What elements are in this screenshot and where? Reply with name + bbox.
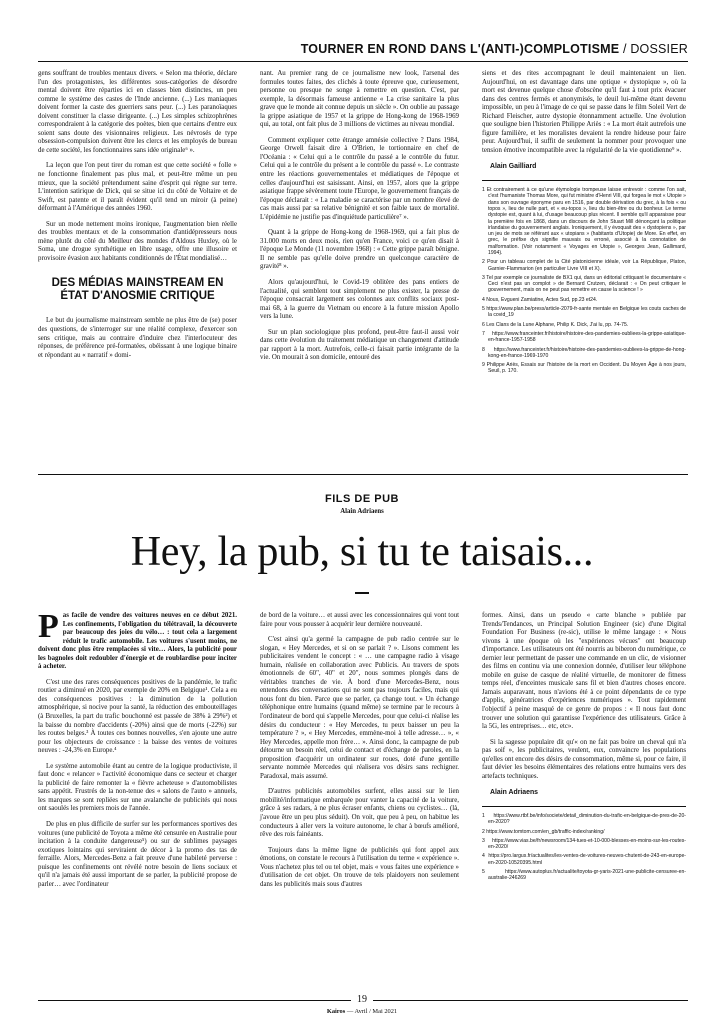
footnote: 9 Philippe Ariès, Essais sur l'histoire de la mort en Occident. Du Moyen Âge à nos jours, Seuil, p. 170. [482, 362, 686, 375]
page-number-wrap [0, 994, 724, 1005]
header-rule [38, 61, 688, 62]
lead-text: as facile de vendre des voitures neuves en ce début 2021. Les confinements, l'obligation du télétravail, la découverte par beaucoup des joies du vélo… : tout cela a largement réduit le trafic automobile. Les voitures s'usent moins, ne doivent donc plus être remplacées si vite… Alors, la publicité pour les bagnoles doit redoubler d'énergie et de roublardise pour inciter à acheter. [38, 612, 237, 671]
paragraph: Sur un plan sociologique plus profond, peut-être faut-il aussi voir dans cette évolution du traitement médiatique un changement d'attitude par rapport à la mort. Autrefois, celle-ci faisait partie intégrante de la vie. On mourait à son domicile, entouré des [260, 328, 459, 362]
paragraph: C'est une des rares conséquences positives de la pandémie, le trafic routier a diminué en 2020, par exemple de 20% en Belgique¹. Cela a eu des conséquences positives : la diminution de la pollution atmosphérique, si nocive pour la santé, la réduction des embouteillages (à Bruxelles, la part du trafic bouchonné est passée de 38% à 29%²) et la baisse du nombre d'accidents (-20%) ainsi que de morts (-22%) sur les routes belges.³ À toutes ces bonnes nouvelles, s'en ajoute une autre pour les objecteurs de croissance : la baisse des ventes de voitures neuves : -24,3% en Europe.⁴ [38, 678, 237, 755]
bottom-column-3 [482, 612, 686, 885]
paragraph: Sur un mode nettement moins ironique, l'augmentation bien réelle des troubles mentaux et de la consommation d'antidépresseurs nous mène plutôt du côté du Meilleur des mondes d'Aldous Huxley, où le Soma, une drogue synthétique en libre usage, offre une illusoire et provisoire évasion aux habitants conditionnés de l'État mondialisé… [38, 220, 237, 262]
paragraph: Le système automobile étant au centre de la logique productiviste, il faut donc « relancer » l'activité économique dans ce secteur et charger la publicité de faire remonter la « fièvre acheteuse » d'automobilistes sans appétit. Frustrés de la non-tenue des « salons de l'auto » annuels, les marques se sont repliées sur une avalanche de publicités qui nous ont saoulés les premiers mois de l'année. [38, 762, 237, 813]
top-column-3 [482, 70, 686, 378]
paragraph: Toujours dans la même ligne de publicités qui font appel aux émotions, on constate le recours à l'utilisation du terme « expérience ». Vous n'achetez plus tel ou tel objet, mais « vous faites une expérience » d'utilisation de cet objet. On trouve de tels plaidoyers non seulement dans les publicités mais sous d'autres [260, 846, 459, 888]
header-section: TOURNER EN ROND DANS L'(ANTI-)COMPLOTISME [300, 42, 620, 56]
paragraph: La leçon que l'on peut tirer du roman est que cette société « folle » ne fonctionne finalement pas plus mal, et peut-être même un peu mieux, que la société prétendument saine d'esprit qui règne sur terre. L'intention satirique de Dick, qui se situe ici du côté de Voltaire et de Swift, est patente et il paraît évident qu'il tend un miroir (à peine) déformant à l'Amérique des années 1960. [38, 162, 237, 213]
footnote: 2 https://www.tomtom.com/en_gb/traffic-index/ranking/ [482, 828, 605, 835]
paragraph: D'autres publicités automobiles surfent, elles aussi sur le lien mobilité/informatique embarquée pour vanter la capacité de la voiture, grâce à ses radars, à ne plus écraser enfants, chiens ou cyclistes… (là, j'avoue être un peu plus séduit). On voit, que peu à peu, on habitue les conducteurs à aller vers la voiture autonome, le char à bœufs amélioré, rêve des rois fainéants. [260, 788, 459, 839]
article-title: Hey, la pub, si tu te taisais... [130, 529, 594, 575]
title-rule [355, 592, 369, 594]
running-header [38, 42, 688, 62]
paragraph: gens souffrant de troubles mentaux divers. « Selon ma théorie, déclare l'un des protagonistes, les différentes sous-catégories de désordre mental doivent être réparties ici en classes bien distinctes, un peu comme le système des castes de l'Inde ancienne. (...) Les maniaques doivent former la caste des guerriers sans peur. (...) Les paranoïaques doivent constituer la classe dirigeante. (...) Les simples schizophrènes correspondraient à la catégorie des poètes, bien que certains d'entre eux soient sans doute des visionnaires religieux. Les névrosés de type obsession-compulsion doivent être les clercs et les employés de bureau de cette société, les fonctionnaires sans idée originale⁶ ». [38, 70, 237, 154]
issue-date: — Avril / Mai 2021 [345, 1008, 398, 1015]
lead-paragraph [38, 608, 237, 672]
footnote: 7 https://www.franceinter.fr/histoire/histoire-des-pandemies-oubliees-la-grippe-asiatique-en-france-1957-1958 [482, 330, 686, 344]
paragraph: formes. Ainsi, dans un pseudo « carte blanche » publiée par Trends/Tendances, un Principal Solution Engineer (sic) d'une Digital Foundation For Business (re-sic), utilise le même langage : « Nous vivons à une époque où les "expériences vécues" ont beaucoup d'importance. Les utilisateurs ont été nourris au biberon du numérique, ce dernier leur permettant de passer une commande en un clic, de visionner des films en continu via une connexion donnée, d'utiliser leur téléphone mobile en guise de casque de réalité virtuelle, de monitorer de fitness temps réel, d'enceintes musicale sans fil et bien d'autres choses encore. Jamais auparavant, nous n'avions été à ce point dépendants de ce type d'applis, génératrices d'expériences numériques ». Tout rapidement l'objectif à peine masqué de ce genre de propos : « Il nous faut donc trouver une solution qui garantisse l'expérience des utilisateurs. Grâce à la 5G, les entreprises… etc, etc». [482, 612, 686, 731]
footnotes-rule [482, 180, 686, 181]
drop-cap: P [38, 608, 59, 645]
top-column-1 [38, 70, 237, 367]
paragraph: Si la sagesse populaire dit qu'« on ne fait pas boire un cheval qui n'a pas soif », les publicitaires, veulent, eux, convaincre les populations qu'elles ont encore des désirs de consommation, même si, pour ce faire, il faut dévier les besoins élémentaires des relations entre humains vers des artefacts techniques. [482, 738, 686, 780]
paragraph: nant. Au premier rang de ce journalisme new look, l'arsenal des formules toutes faites, des clichés à toute épreuve que, curieusement, personne ou presque ne songe à remettre en question. C'est, par exemple, la désormais fameuse antienne « La crise sanitaire la plus grave que le monde ait connue depuis un siècle ». On oublie au passage la grippe asiatique de 1957 et la grippe de Hong-kong de 1968-1969 qui, au total, ont fait plus de 3 millions de victimes au niveau mondial. [260, 70, 459, 129]
footnotes [482, 813, 686, 882]
author-signature: Alain Adriaens [490, 789, 538, 797]
footnote: 3 Tel par exemple ce journaliste de BX1 qui, dans un éditorial critiquant le documentaire « Ceci n'est pas un complot » de Bernard Crutzen, déclarait : « On peut critiquer le gouvernement, mais on ne peut pas remettre en cause la science ! » [482, 274, 686, 294]
paragraph: De plus en plus difficile de surfer sur les performances sportives des voitures (une publicité de Toyota a même été censurée en Australie pour incitation à la conduite dangereuse⁵) ou sur de sublimes paysages exotiques lointains qui serviraient de décor à la promo des tas de ferraille. Alors, Mercedes-Benz a fait preuve d'une habileté perverse : puisque les confinements ont révélé notre besoin de liens sociaux et qu'il n'a jamais été aussi important de se parler, la publicité propose de parler… avec l'ordinateur [38, 821, 237, 888]
footnote: 1 Et contrairement à ce qu'une étymologie trompeuse laisse entrevoir : comme l'on sait, c'est l'humaniste Thomas More, qui fut ministre d'Henri VIII, qui forgea le mot « Utopie » dans son ouvrage éponyme paru en 1516, par double dérivation du grec, à la fois « ou topos », lieu de nulle part, et « eu-topos », lieu du bien-être ou du bonheur. Le terme dystopie est, quant à lui, d'usage beaucoup plus récent. Il semble qu'il apparaisse pour la première fois en 1868, dans un discours de John Stuart Mill dénonçant la politique irlandaise du gouvernement anglais. Ironiquement, il y évoquait des « dystopiens », par un jeu de mots se référant aux « utopians » (habitants d'Utopie) de More. En effet, en grec, le préfixe dys signifie mauvais ou erroné, associé à la connotation de malformation. (Voir notamment « Voyages en Utopie », Georges Jean, Gallimard, 1994). [482, 187, 686, 256]
page-number: 19 [351, 994, 373, 1005]
footnote: 8 https://www.franceinter.fr/histoire/histoire-des-pandemies-oubliees-la-grippe-de-hong-kong-en-france-1969-1970 [482, 346, 686, 359]
paragraph: siens et des rites accompagnant le deuil maintenaient un lien. Aujourd'hui, on est davantage dans une optique « dystopique », où la mort est devenue quelque chose d'obscène qu'il faut à tout prix évacuer dans des centres fermés et anonymisés, le deuil lui-même étant devenu impossible, un peu à l'image de ce qui se passe dans le film Soleil Vert de Richard Fleischer, autre dystopie étonnamment actuelle. Une évolution que souligne bien l'historien Philippe Ariès : « La mort était autrefois une figure familière, et les moralistes devaient la rendre hideuse pour faire peur. Aujourd'hui, il suffit de seulement la nommer pour provoquer une tension émotive incompatible avec la régularité de la vie quotidienne⁹ ». [482, 70, 686, 154]
footer-credit [0, 1008, 724, 1015]
footnotes-rule [482, 806, 686, 807]
article-byline: Alain Adriaens [340, 508, 384, 515]
header-rubric: DOSSIER [630, 42, 688, 56]
bottom-column-2 [260, 612, 459, 896]
footnote: 4 https://pro.largus.fr/actualites/les-ventes-de-voitures-neuves-chutent-de-243-en-europe-en-2020-10520395.html [482, 853, 686, 866]
footnote: 5 https://www.plan.be/press/article-2079-fr-sante mentale en Belgique les couts caches de la covid_19 [482, 306, 686, 319]
footnote: 3 https://www.vias.be/fr/newsroom/134-tues-et-10-000-blesses-en-moins-sur-les-routes-en-2020/ [482, 837, 686, 851]
footnote: 2 Pour un tableau complet de la Cité platonicienne idéale, voir La République, Platon, Garnier-Flammarion (en particulier Livre VIII et X). [482, 259, 686, 272]
paragraph: Quant à la grippe de Hong-kong de 1968-1969, qui a fait plus de 31.000 morts en deux mois, rien qu'en France, voici ce qu'en disait à l'époque Le Monde (11 novembre 1968) : « Cette grippe paraît bénigne. Il ne semble pas qu'elle doive prendre un quelconque caractère de gravité⁸ ». [260, 229, 459, 271]
section-subheading: DES MÉDIAS MAINSTREAM EN ÉTAT D'ANOSMIE CRITIQUE [51, 277, 224, 303]
header-separator: / [622, 42, 627, 56]
article-rubric: FILS DE PUB [325, 493, 399, 505]
article-separator [38, 474, 688, 475]
footnote: 6 Les Clans de la Lune Alphane, Philip K. Dick, J'ai lu, pp. 74-75. [482, 321, 629, 328]
footnote: 5 https://www.autoplus.fr/actualite/toyota-gr-yaris-2021-une-publicite-censuree-en-australie-246269 [482, 869, 686, 882]
bottom-column-1 [38, 608, 237, 896]
paragraph: Alors qu'aujourd'hui, le Covid-19 oblitère des pans entiers de l'actualité, qui semblent tout simplement ne plus exister, la presse de l'époque consacrait largement ses colonnes aux conflits sociaux post-mai 68, à la guerre du Vietnam ou encore à la future mission Apollo vers la lune. [260, 279, 459, 321]
paragraph: Comment expliquer cette étrange amnésie collective ? Dans 1984, George Orwell faisait dire à O'Brien, le tortionnaire en chef de l'Océania : « Celui qui a le contrôle du passé a le contrôle du futur. Celui qui a le contrôle du présent a le contrôle du passé ». Le contraste entre les réactions gouvernementales et médiatiques de l'époque et celles d'aujourd'hui est saisissant. Ainsi, en 1957, alors que la grippe asiatique frappe sévèrement toute l'Europe, le gouvernement français de l'époque déclarait : « La maladie se caractérise par un nombre élevé de cas mais aussi par sa relative bénignité et son faible taux de mortalité. L'épidémie ne justifie pas d'inquiétude particulière⁷ ». [260, 136, 459, 221]
paragraph: de bord de la voiture… et aussi avec les concessionnaires qui vont tout faire pour vous pousser à acquérir leur dernière nouveauté. [260, 612, 459, 628]
footnote: 1 https://www.rtbf.be/info/societe/detail_diminution-du-trafic-en-belgique-de-pres-de-20-en-2020? [482, 812, 686, 826]
top-column-2 [260, 70, 459, 370]
footnote: 4 Nous, Evgueni Zamiatine, Actes Sud, pp.23 et24. [482, 296, 598, 303]
footnotes [482, 187, 686, 375]
paragraph: C'est ainsi qu'a germé la campagne de pub radio centrée sur le slogan, « Hey Mercedes, et si on se parlait ? ». Lisons comment les publicitaires vendent le concept : « … une campagne radio à visage humain, réalisée en collaboration avec Publicis. Au travers de spots émotionnels de 60", 40" et 20", nous sommes plongés dans de véritables tranches de vie. À bord d'une Mercedes-Benz, nous entendons des conversations qui ne sont pas toujours faciles, mais qui nous font du bien. Parce que se parler, ça change tout. » Un échange téléphonique entre humains (quand même) se termine par le recours à l'ordinateur de bord qui s'appelle Mercedes, pour que celui-ci réalise les désirs du conducteur : « Hey Mercedes, tu peux baisser un peu la température ? », « Hey Mercedes, emmène-moi à telle adresse… », « Hey Mercedes, appelle mon frère… ». Ainsi donc, la campagne de pub détourne un besoin réel, celui de contact et d'échange de paroles, en la proposition d'acquérir un ordinateur sur roues, doté d'une gentille servante nommée Mercedes qui réalisera vos désirs sans rechigner. Paradoxal, mais assumé. [260, 636, 459, 780]
paragraph: Le but du journalisme mainstream semble ne plus être de (se) poser des questions, de s'interroger sur une réalité complexe, d'exercer son sens critique, mais au contraire d'induire chez l'interlocuteur des réponses, de préférence pré-formatées, obéissant à une logique binaire et répondant au « narratif » domi- [38, 317, 237, 359]
magazine-name: Kairos [326, 1008, 346, 1015]
author-signature: Alain Gailliard [490, 163, 537, 171]
